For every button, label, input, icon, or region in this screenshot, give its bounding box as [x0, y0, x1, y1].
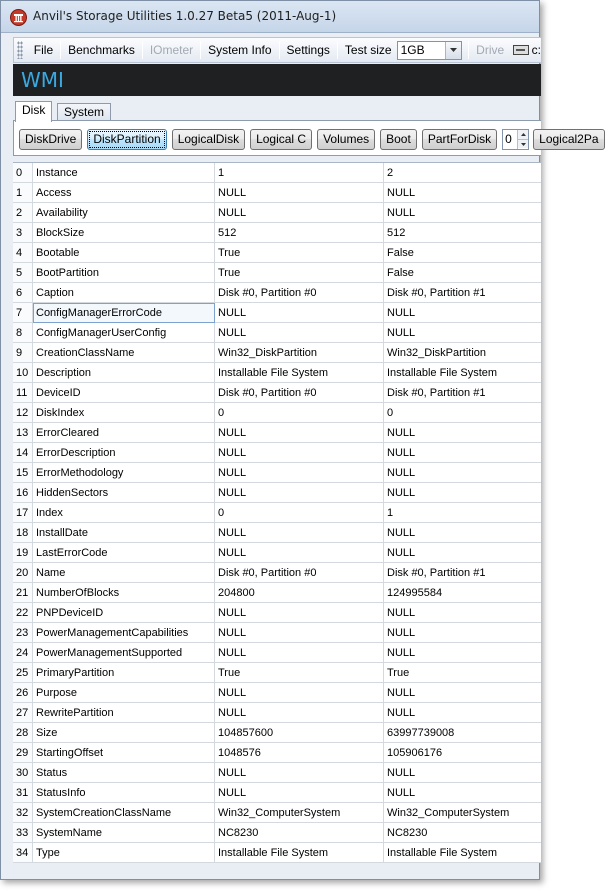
test-size-value: 1GB: [400, 43, 425, 57]
instance-1-cell[interactable]: Disk #0, Partition #0: [215, 283, 384, 303]
table-row[interactable]: [13, 663, 541, 683]
instance-1-cell[interactable]: NULL: [215, 183, 384, 203]
table-row[interactable]: [13, 843, 541, 863]
table-row[interactable]: [13, 263, 541, 283]
instance-1-cell[interactable]: Disk #0, Partition #0: [215, 563, 384, 583]
property-name-cell[interactable]: SystemCreationClassName: [33, 803, 215, 823]
instance-2-cell[interactable]: 0: [384, 403, 541, 423]
instance-1-cell[interactable]: Win32_ComputerSystem: [215, 803, 384, 823]
instance-1-cell[interactable]: 1: [215, 163, 384, 183]
property-name-cell[interactable]: StartingOffset: [33, 743, 215, 763]
instance-1-cell[interactable]: Installable File System: [215, 363, 384, 383]
instance-1-cell[interactable]: NULL: [215, 703, 384, 723]
table-row[interactable]: [13, 323, 541, 343]
diskdrive-button[interactable]: DiskDrive: [19, 129, 82, 150]
instance-2-cell[interactable]: 124995584: [384, 583, 541, 603]
table-row[interactable]: [13, 643, 541, 663]
table-row[interactable]: [13, 303, 541, 323]
instance-2-cell[interactable]: NULL: [384, 783, 541, 803]
row-index-cell: 26: [13, 683, 33, 703]
instance-2-cell[interactable]: NULL: [384, 643, 541, 663]
instance-2-cell[interactable]: NULL: [384, 323, 541, 343]
instance-1-cell[interactable]: NULL: [215, 603, 384, 623]
property-name-cell[interactable]: SystemName: [33, 823, 215, 843]
instance-1-cell[interactable]: NULL: [215, 463, 384, 483]
row-index-cell: 28: [13, 723, 33, 743]
table-row[interactable]: [13, 583, 541, 603]
property-name-cell[interactable]: InstallDate: [33, 523, 215, 543]
table-row[interactable]: [13, 203, 541, 223]
tab-system[interactable]: System: [57, 103, 111, 121]
instance-2-cell[interactable]: False: [384, 263, 541, 283]
row-index-cell: 10: [13, 363, 33, 383]
property-name-cell[interactable]: Description: [33, 363, 215, 383]
instance-1-cell[interactable]: 0: [215, 503, 384, 523]
property-name-cell[interactable]: ConfigManagerUserConfig: [33, 323, 215, 343]
instance-1-cell[interactable]: Installable File System: [215, 843, 384, 863]
property-name-cell[interactable]: StatusInfo: [33, 783, 215, 803]
instance-2-cell[interactable]: NULL: [384, 543, 541, 563]
row-index-cell: 33: [13, 823, 33, 843]
instance-1-cell[interactable]: 204800: [215, 583, 384, 603]
property-name-cell[interactable]: Type: [33, 843, 215, 863]
instance-1-cell[interactable]: True: [215, 663, 384, 683]
property-name-cell[interactable]: HiddenSectors: [33, 483, 215, 503]
instance-1-cell[interactable]: NULL: [215, 623, 384, 643]
instance-1-cell[interactable]: NULL: [215, 423, 384, 443]
spin-down-icon[interactable]: [518, 139, 528, 148]
instance-2-cell[interactable]: NC8230: [384, 823, 541, 843]
menu-file[interactable]: File: [33, 43, 54, 57]
table-row[interactable]: [13, 803, 541, 823]
test-size-dropdown[interactable]: [397, 41, 463, 60]
instance-2-cell[interactable]: NULL: [384, 483, 541, 503]
instance-1-cell[interactable]: NULL: [215, 683, 384, 703]
menu-system-info[interactable]: System Info: [208, 43, 272, 57]
row-index-cell: 17: [13, 503, 33, 523]
property-name-cell[interactable]: Index: [33, 503, 215, 523]
property-name-cell[interactable]: ConfigManagerErrorCode: [33, 303, 215, 323]
table-row[interactable]: [13, 783, 541, 803]
instance-1-cell[interactable]: 0: [215, 403, 384, 423]
instance-1-cell[interactable]: NULL: [215, 323, 384, 343]
row-index-cell: 5: [13, 263, 33, 283]
property-name-cell[interactable]: LastErrorCode: [33, 543, 215, 563]
menu-iometer[interactable]: IOmeter: [149, 43, 194, 57]
property-name-cell[interactable]: PowerManagementCapabilities: [33, 623, 215, 643]
table-row[interactable]: [13, 223, 541, 243]
row-index-cell: 22: [13, 603, 33, 623]
row-index-cell: 18: [13, 523, 33, 543]
row-index-cell: 24: [13, 643, 33, 663]
logical-c-button[interactable]: Logical C: [250, 129, 312, 150]
instance-1-cell[interactable]: Win32_DiskPartition: [215, 343, 384, 363]
property-name-cell[interactable]: Availability: [33, 203, 215, 223]
table-row[interactable]: [13, 403, 541, 423]
instance-2-cell[interactable]: False: [384, 243, 541, 263]
table-row[interactable]: [13, 763, 541, 783]
property-name-cell[interactable]: Purpose: [33, 683, 215, 703]
row-index-cell: 23: [13, 623, 33, 643]
table-row[interactable]: [13, 503, 541, 523]
instance-2-cell[interactable]: 512: [384, 223, 541, 243]
row-index-cell: 14: [13, 443, 33, 463]
wmi-property-grid[interactable]: [13, 162, 541, 862]
instance-2-cell[interactable]: Win32_DiskPartition: [384, 343, 541, 363]
table-row[interactable]: [13, 823, 541, 843]
instance-2-cell[interactable]: NULL: [384, 603, 541, 623]
row-index-cell: 8: [13, 323, 33, 343]
property-name-cell[interactable]: DiskIndex: [33, 403, 215, 423]
table-row[interactable]: [13, 563, 541, 583]
table-row[interactable]: [13, 523, 541, 543]
property-name-cell[interactable]: Instance: [33, 163, 215, 183]
row-index-cell: 2: [13, 203, 33, 223]
instance-1-cell[interactable]: NULL: [215, 543, 384, 563]
property-name-cell[interactable]: BlockSize: [33, 223, 215, 243]
row-index-cell: 15: [13, 463, 33, 483]
instance-1-cell[interactable]: NULL: [215, 483, 384, 503]
instance-2-cell[interactable]: Installable File System: [384, 363, 541, 383]
row-index-cell: 20: [13, 563, 33, 583]
property-name-cell[interactable]: ErrorCleared: [33, 423, 215, 443]
chevron-down-icon[interactable]: [445, 42, 461, 59]
test-size-label: Test size: [344, 43, 392, 57]
partfordisk-button[interactable]: PartForDisk: [422, 129, 497, 150]
instance-2-cell[interactable]: Win32_ComputerSystem: [384, 803, 541, 823]
instance-2-cell[interactable]: True: [384, 663, 541, 683]
instance-2-cell[interactable]: NULL: [384, 703, 541, 723]
instance-1-cell[interactable]: NULL: [215, 303, 384, 323]
row-index-cell: 3: [13, 223, 33, 243]
table-row[interactable]: [13, 723, 541, 743]
property-name-cell[interactable]: NumberOfBlocks: [33, 583, 215, 603]
diskpartition-button[interactable]: DiskPartition: [87, 129, 166, 150]
instance-1-cell[interactable]: NULL: [215, 643, 384, 663]
property-name-cell[interactable]: PNPDeviceID: [33, 603, 215, 623]
title-bar[interactable]: [1, 1, 539, 33]
row-index-cell: 16: [13, 483, 33, 503]
anvil-app-icon[interactable]: [10, 9, 27, 26]
instance-2-cell[interactable]: 2: [384, 163, 541, 183]
row-index-cell: 25: [13, 663, 33, 683]
instance-1-cell[interactable]: NULL: [215, 763, 384, 783]
property-name-cell[interactable]: BootPartition: [33, 263, 215, 283]
tab-strip: [13, 101, 541, 121]
instance-1-cell[interactable]: NULL: [215, 443, 384, 463]
row-index-cell: 27: [13, 703, 33, 723]
property-name-cell[interactable]: RewritePartition: [33, 703, 215, 723]
instance-1-cell[interactable]: Disk #0, Partition #0: [215, 383, 384, 403]
instance-1-cell[interactable]: 104857600: [215, 723, 384, 743]
table-row[interactable]: [13, 743, 541, 763]
property-name-cell[interactable]: CreationClassName: [33, 343, 215, 363]
instance-2-cell[interactable]: Installable File System: [384, 843, 541, 863]
row-index-cell: 6: [13, 283, 33, 303]
instance-1-cell[interactable]: NC8230: [215, 823, 384, 843]
instance-2-cell[interactable]: Disk #0, Partition #1: [384, 563, 541, 583]
instance-2-cell[interactable]: Disk #0, Partition #1: [384, 283, 541, 303]
instance-1-cell[interactable]: 512: [215, 223, 384, 243]
table-row[interactable]: [13, 363, 541, 383]
instance-2-cell[interactable]: Disk #0, Partition #1: [384, 383, 541, 403]
instance-2-cell[interactable]: NULL: [384, 623, 541, 643]
disk-tab-panel: [13, 120, 599, 156]
index-spinner[interactable]: [502, 129, 529, 150]
table-row[interactable]: [13, 483, 541, 503]
instance-1-cell[interactable]: True: [215, 263, 384, 283]
row-index-cell: 32: [13, 803, 33, 823]
boot-button[interactable]: Boot: [380, 129, 417, 150]
wmi-button-row: [19, 129, 610, 150]
property-name-cell[interactable]: Access: [33, 183, 215, 203]
property-name-cell[interactable]: Caption: [33, 283, 215, 303]
property-name-cell[interactable]: PrimaryPartition: [33, 663, 215, 683]
row-index-cell: 12: [13, 403, 33, 423]
spin-up-icon[interactable]: [518, 130, 528, 139]
property-name-cell[interactable]: Bootable: [33, 243, 215, 263]
row-index-cell: 21: [13, 583, 33, 603]
row-index-cell: 31: [13, 783, 33, 803]
row-index-cell: 34: [13, 843, 33, 863]
row-index-cell: 0: [13, 163, 33, 183]
instance-2-cell[interactable]: NULL: [384, 203, 541, 223]
instance-2-cell[interactable]: NULL: [384, 763, 541, 783]
table-row[interactable]: [13, 683, 541, 703]
row-index-cell: 9: [13, 343, 33, 363]
table-row[interactable]: [13, 383, 541, 403]
row-index-cell: 11: [13, 383, 33, 403]
menu-toolbar: [13, 37, 541, 63]
instance-1-cell[interactable]: NULL: [215, 523, 384, 543]
property-name-cell[interactable]: DeviceID: [33, 383, 215, 403]
table-row[interactable]: [13, 423, 541, 443]
table-row[interactable]: [13, 163, 541, 183]
table-row[interactable]: [13, 183, 541, 203]
property-name-cell[interactable]: Size: [33, 723, 215, 743]
instance-2-cell[interactable]: NULL: [384, 303, 541, 323]
instance-2-cell[interactable]: 1: [384, 503, 541, 523]
row-index-cell: 30: [13, 763, 33, 783]
table-row[interactable]: [13, 603, 541, 623]
table-row[interactable]: [13, 243, 541, 263]
table-row[interactable]: [13, 623, 541, 643]
drive-label: Drive: [476, 43, 505, 57]
property-name-cell[interactable]: Name: [33, 563, 215, 583]
row-index-cell: 4: [13, 243, 33, 263]
table-row[interactable]: [13, 443, 541, 463]
instance-1-cell[interactable]: NULL: [215, 203, 384, 223]
logicaldisk-button[interactable]: LogicalDisk: [172, 129, 245, 150]
table-row[interactable]: [13, 543, 541, 563]
volumes-button[interactable]: Volumes: [317, 129, 375, 150]
instance-2-cell[interactable]: NULL: [384, 423, 541, 443]
instance-1-cell[interactable]: NULL: [215, 783, 384, 803]
page-header: WMI: [13, 64, 541, 96]
table-row[interactable]: [13, 703, 541, 723]
table-row[interactable]: [13, 283, 541, 303]
row-index-cell: 13: [13, 423, 33, 443]
window-title: Anvil's Storage Utilities 1.0.27 Beta5 (2011-Aug-1): [33, 9, 337, 23]
spinner-value: 0: [505, 132, 512, 146]
property-name-cell[interactable]: ErrorDescription: [33, 443, 215, 463]
property-name-cell[interactable]: ErrorMethodology: [33, 463, 215, 483]
instance-2-cell[interactable]: 63997739008: [384, 723, 541, 743]
property-name-cell[interactable]: PowerManagementSupported: [33, 643, 215, 663]
menu-benchmarks[interactable]: Benchmarks: [68, 43, 135, 57]
instance-2-cell[interactable]: NULL: [384, 183, 541, 203]
drive-icon: [513, 45, 528, 55]
instance-1-cell[interactable]: 1048576: [215, 743, 384, 763]
row-index-cell: 7: [13, 303, 33, 323]
instance-1-cell[interactable]: True: [215, 243, 384, 263]
property-name-cell[interactable]: Status: [33, 763, 215, 783]
instance-2-cell[interactable]: 105906176: [384, 743, 541, 763]
drive-value[interactable]: c:: [531, 43, 541, 57]
instance-2-cell[interactable]: NULL: [384, 443, 541, 463]
logical2partition-button[interactable]: Logical2Pa: [533, 129, 604, 150]
row-index-cell: 19: [13, 543, 33, 563]
table-row[interactable]: [13, 343, 541, 363]
instance-2-cell[interactable]: NULL: [384, 463, 541, 483]
menu-settings[interactable]: Settings: [286, 43, 330, 57]
tab-disk[interactable]: Disk: [15, 101, 52, 122]
toolbar-grip[interactable]: [17, 41, 23, 59]
row-index-cell: 1: [13, 183, 33, 203]
row-index-cell: 29: [13, 743, 33, 763]
table-row[interactable]: [13, 463, 541, 483]
instance-2-cell[interactable]: NULL: [384, 523, 541, 543]
instance-2-cell[interactable]: NULL: [384, 683, 541, 703]
